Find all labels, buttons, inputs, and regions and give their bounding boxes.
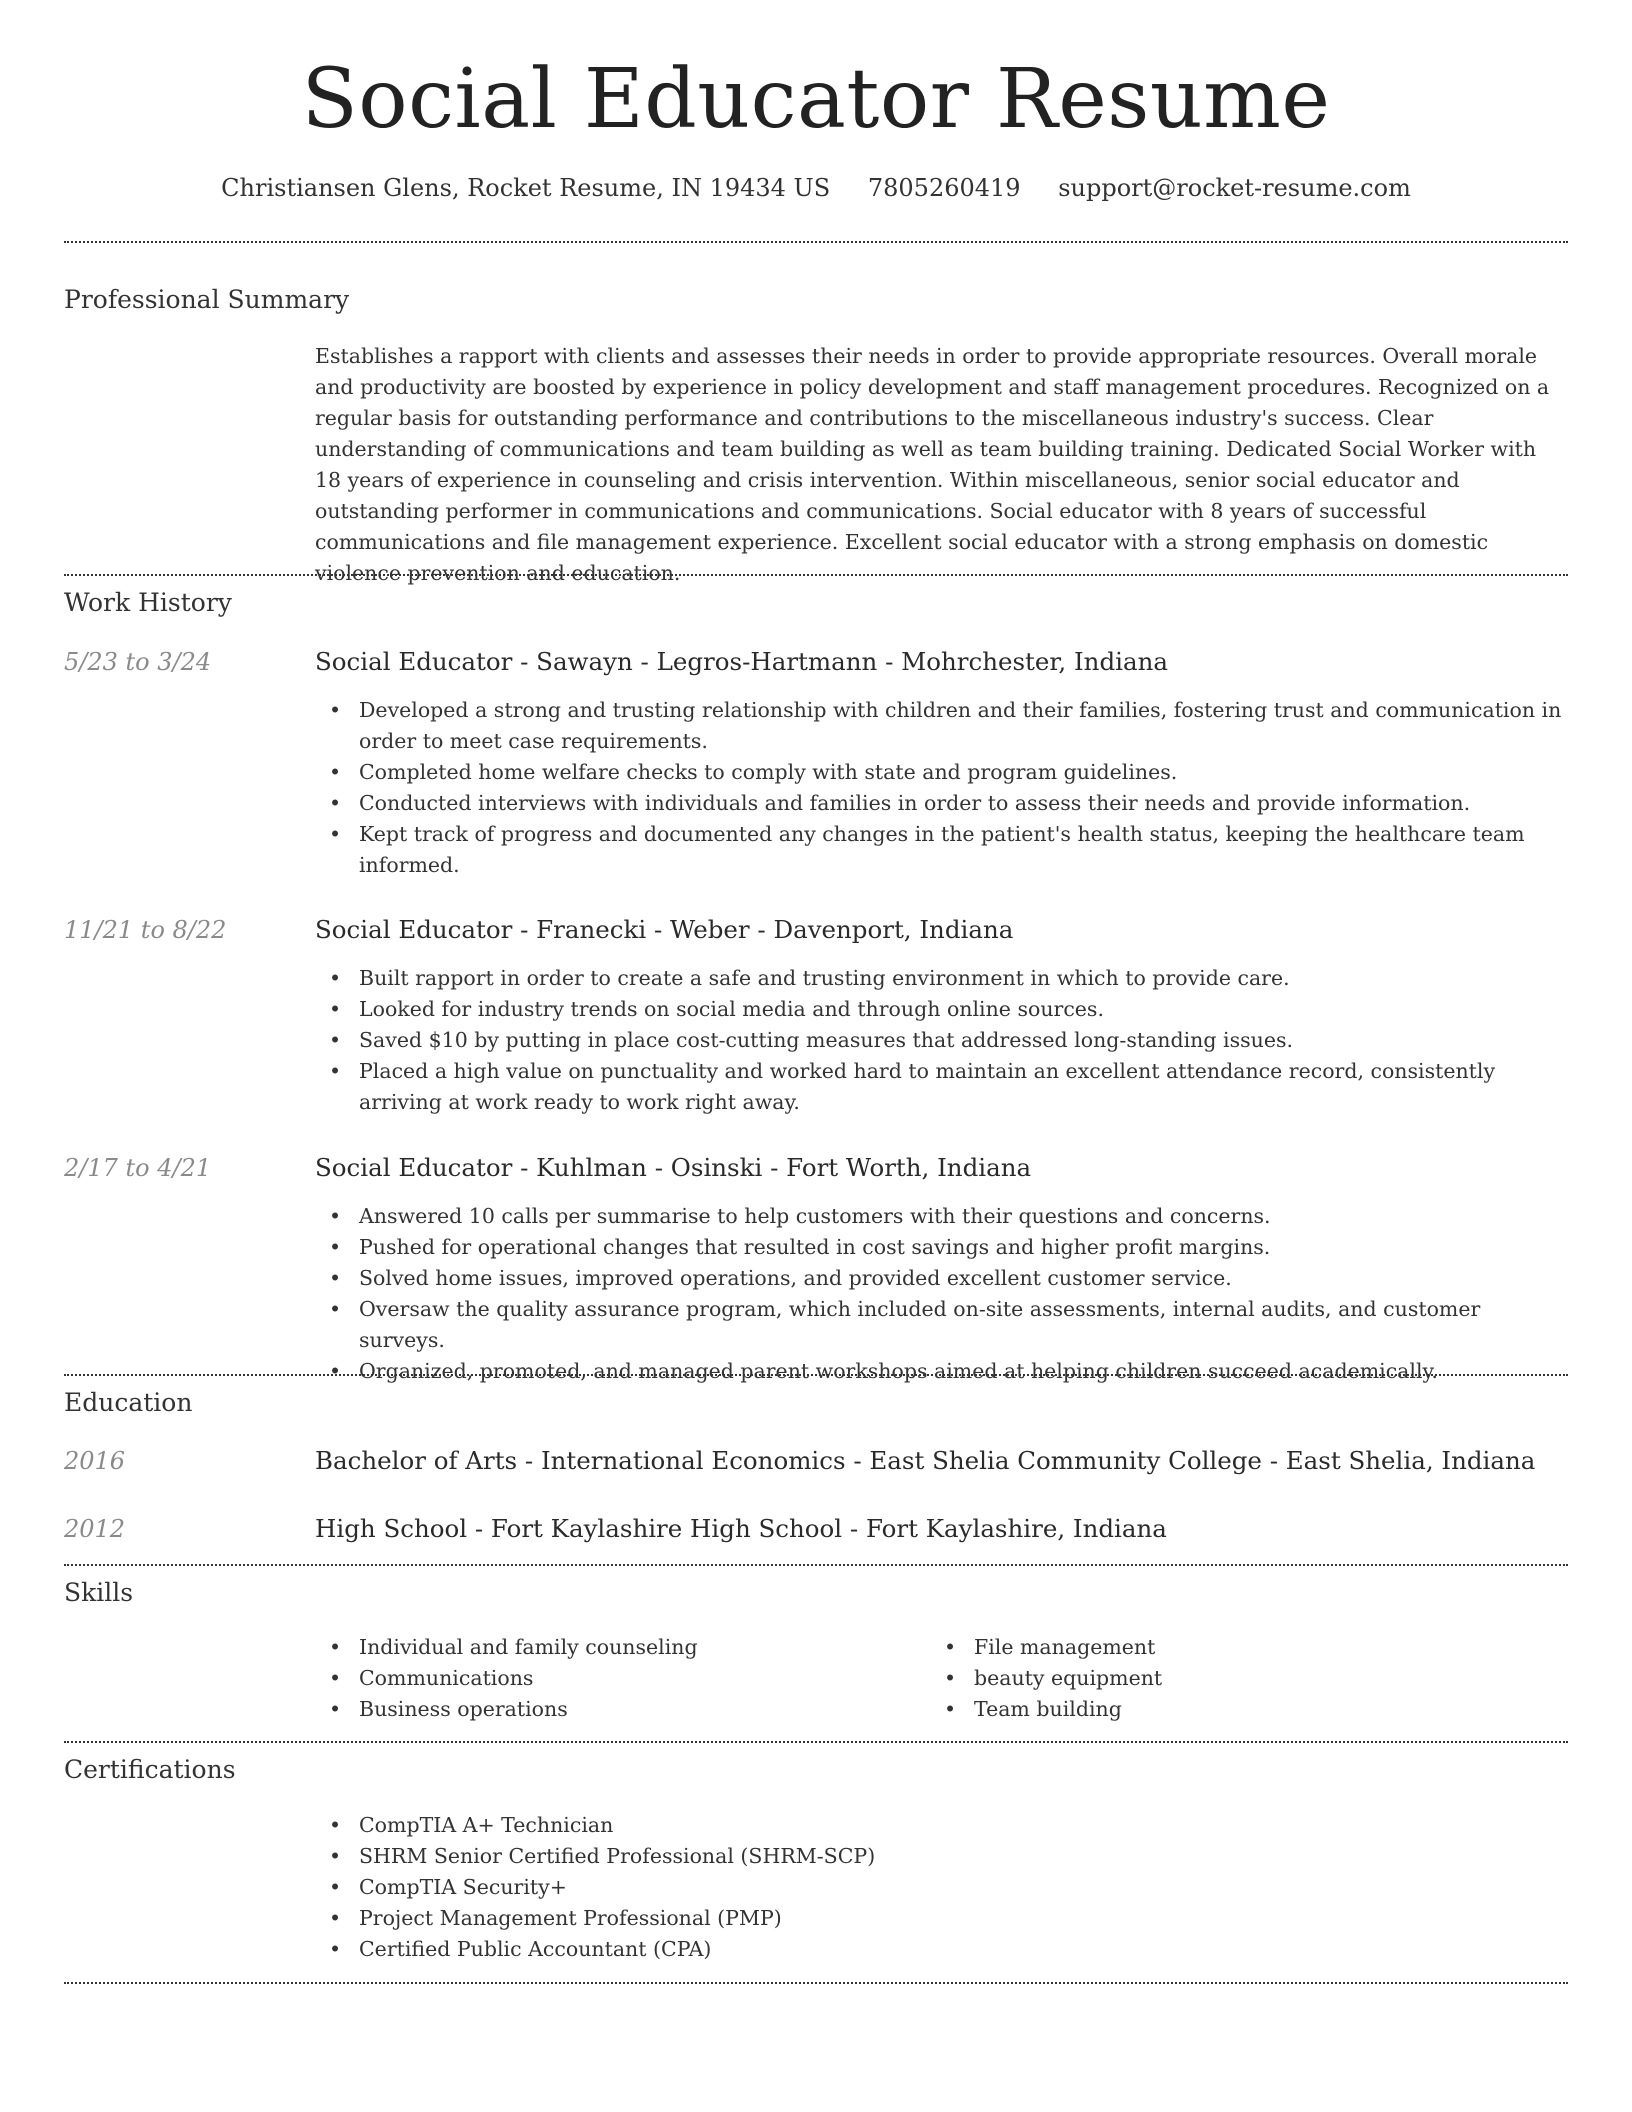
divider <box>64 1741 1568 1743</box>
certification-item: • Certified Public Accountant (CPA) <box>315 1934 1563 1965</box>
section-title-education: Education <box>64 1388 193 1417</box>
job-bullet: • Completed home welfare checks to comply with state and program guidelines. <box>315 757 1563 788</box>
job-bullet: • Oversaw the quality assurance program, which included on-site assessments, internal audits, and customer surveys. <box>315 1294 1563 1356</box>
section-title-certifications: Certifications <box>64 1755 236 1784</box>
education-entry: Bachelor of Arts - International Economics - East Shelia Community College - East Shelia, Indiana <box>315 1446 1536 1475</box>
certification-item: • Project Management Professional (PMP) <box>315 1903 1563 1934</box>
section-title-summary: Professional Summary <box>64 285 350 314</box>
skill-item: • Team building <box>930 1694 1530 1725</box>
divider <box>64 1374 1568 1376</box>
job-title: Social Educator - Sawayn - Legros-Hartmann - Mohrchester, Indiana <box>315 647 1168 676</box>
job-bullet: • Looked for industry trends on social media and through online sources. <box>315 994 1563 1025</box>
job-bullets <box>315 1201 1563 1387</box>
summary-text: Establishes a rapport with clients and assesses their needs in order to provide appropriate resources. Overall morale and productivity are boosted by experience in policy development and staff management procedures. Recognized on a regular basis for outstanding performance and contributions to the miscellaneous industry's success. Clear understanding of communications and team building as well as team building training. Dedicated Social Worker with 18 years of experience in counseling and crisis intervention. Within miscellaneous, senior social educator and outstanding performer in communications and communications. Social educator with 8 years of successful communications and file management experience. Excellent social educator with a strong emphasis on domestic violence prevention and education. <box>315 344 1550 585</box>
divider <box>64 574 1568 576</box>
job-dates: 5/23 to 3/24 <box>64 648 212 676</box>
skill-item: • File management <box>930 1632 1530 1663</box>
job-bullet: • Answered 10 calls per summarise to help customers with their questions and concerns. <box>315 1201 1563 1232</box>
contact-address: Christiansen Glens, Rocket Resume, IN 19434 US <box>221 174 831 202</box>
page-title: Social Educator Resume <box>301 52 1331 147</box>
contact-phone: 7805260419 <box>867 174 1021 202</box>
job-bullets <box>315 963 1563 1118</box>
skills-list-left <box>315 1632 915 1725</box>
skills-list-right <box>930 1632 1530 1725</box>
job-dates: 2/17 to 4/21 <box>64 1154 212 1182</box>
section-title-skills: Skills <box>64 1578 134 1607</box>
skill-item: • Individual and family counseling <box>315 1632 915 1663</box>
job-bullets <box>315 695 1563 881</box>
job-dates: 11/21 to 8/22 <box>64 916 227 944</box>
education-year: 2016 <box>64 1447 126 1475</box>
certification-item: • CompTIA Security+ <box>315 1872 1563 1903</box>
divider <box>64 241 1568 243</box>
job-bullet: • Developed a strong and trusting relationship with children and their families, fostering trust and communication in order to meet case requirements. <box>315 695 1563 757</box>
job-title: Social Educator - Kuhlman - Osinski - Fort Worth, Indiana <box>315 1153 1032 1182</box>
contact-line <box>0 172 1632 204</box>
divider <box>64 1982 1568 1984</box>
section-title-work: Work History <box>64 588 232 617</box>
certification-item: • CompTIA A+ Technician <box>315 1810 1563 1841</box>
education-entry: High School - Fort Kaylashire High School - Fort Kaylashire, Indiana <box>315 1514 1167 1543</box>
job-bullet: • Built rapport in order to create a safe and trusting environment in which to provide care. <box>315 963 1563 994</box>
job-title: Social Educator - Franecki - Weber - Davenport, Indiana <box>315 915 1014 944</box>
divider <box>64 1564 1568 1566</box>
job-bullet: • Pushed for operational changes that resulted in cost savings and higher profit margins. <box>315 1232 1563 1263</box>
skill-item: • Communications <box>315 1663 915 1694</box>
contact-email: support@rocket-resume.com <box>1058 174 1411 202</box>
education-year: 2012 <box>64 1515 126 1543</box>
certification-item: • SHRM Senior Certified Professional (SHRM-SCP) <box>315 1841 1563 1872</box>
certifications-list <box>315 1810 1563 1965</box>
job-bullet: • Organized, promoted, and managed parent workshops aimed at helping children succeed academically. <box>315 1356 1563 1387</box>
job-bullet: • Kept track of progress and documented any changes in the patient's health status, keeping the healthcare team informed. <box>315 819 1563 881</box>
skill-item: • Business operations <box>315 1694 915 1725</box>
skill-item: • beauty equipment <box>930 1663 1530 1694</box>
job-bullet: • Conducted interviews with individuals and families in order to assess their needs and provide information. <box>315 788 1563 819</box>
job-bullet: • Solved home issues, improved operations, and provided excellent customer service. <box>315 1263 1563 1294</box>
job-bullet: • Saved $10 by putting in place cost-cutting measures that addressed long-standing issues. <box>315 1025 1563 1056</box>
job-bullet: • Placed a high value on punctuality and worked hard to maintain an excellent attendance record, consistently arriving at work ready to work right away. <box>315 1056 1563 1118</box>
